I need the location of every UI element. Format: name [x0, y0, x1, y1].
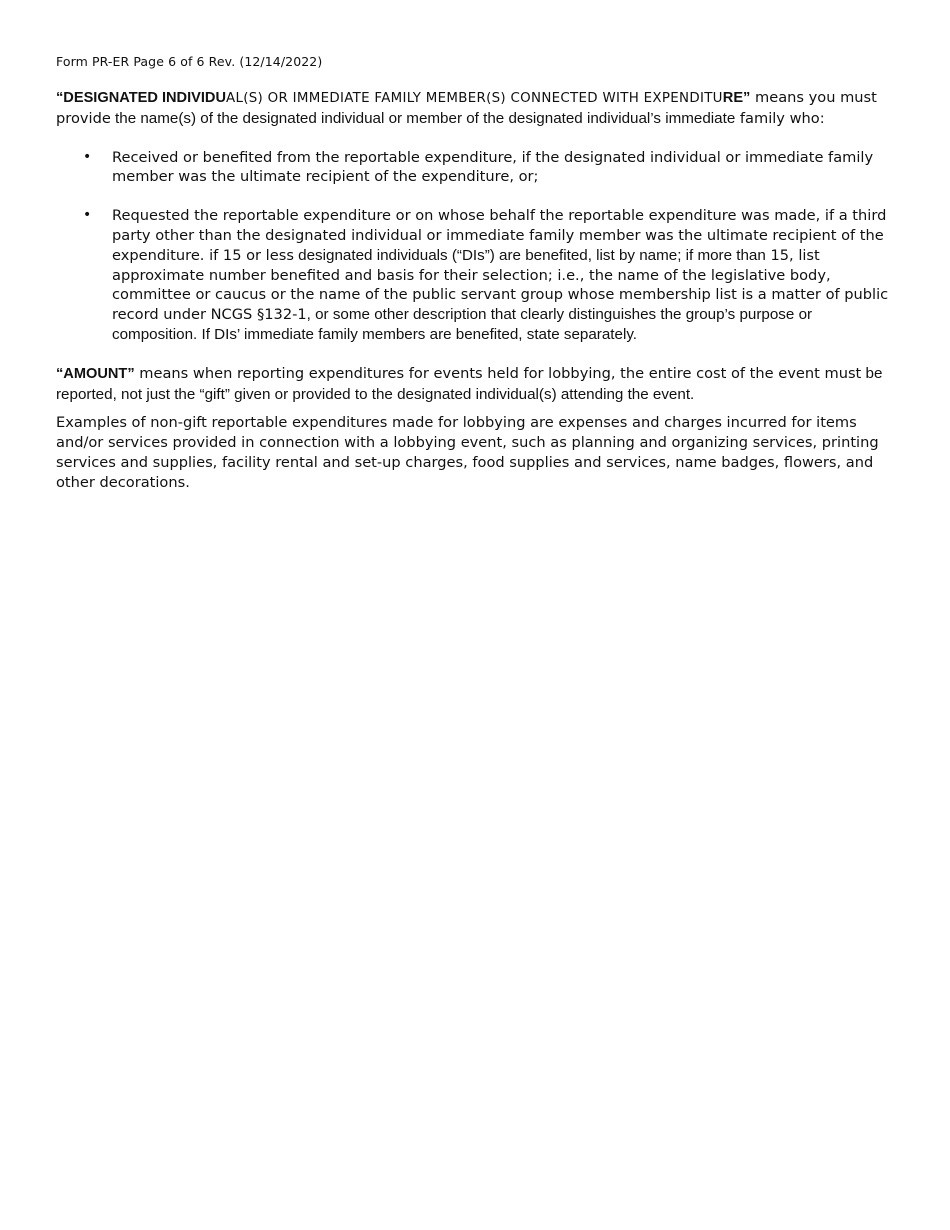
list-item-text: Received or benefited from the reportable expenditure, if the designated individual or immediate family member was the ultimate recipient of the expenditure, or;	[112, 148, 874, 186]
bullet-icon: •	[83, 148, 92, 165]
bullet-icon: •	[83, 207, 92, 224]
designated-definition	[56, 88, 890, 129]
designated-intro-end: family who:	[735, 109, 825, 127]
designated-intro-middle: the name(s) of the designated individual or member of the designated individual’s immediate	[110, 109, 736, 127]
document-page	[56, 54, 890, 493]
designated-term-bold-start: “DESIGNATED INDIVIDU	[56, 90, 227, 106]
list-item-text-end: , or some other description that clearly distinguishes the group’s purpose or composition. If DIs’ immediate family members are benefited, state separately.	[112, 306, 813, 343]
form-header: Form PR-ER Page 6 of 6 Rev. (12/14/2022)	[56, 54, 323, 69]
amount-text-end: be reported, not just the “gift” given or provided to the designated individual(s) attending the event.	[56, 364, 883, 403]
designated-intro-start: means you must provide	[56, 89, 877, 127]
examples-paragraph: Examples of non-gift reportable expenditures made for lobbying are expenses and charges incurred for items and/or services provided in connection with a lobbying event, such as planning and organizing services, printing services and supplies, facility rental and set-up charges, food supplies and services, name badges, flowers, and other decorations.	[56, 414, 879, 491]
list-item-text-benefited: designated individuals (“DIs”) are benefited, list by name; if more than	[293, 246, 766, 264]
designated-criteria-list	[56, 148, 890, 345]
list-item-text-selection: 15, list approximate number benefited and basis for their selection; i.e., the name of the legislative body, committee or caucus or the name of the public servant group whose membership list is a matter of public record under NCGS §132-1	[112, 246, 889, 324]
designated-term-caps: AL(S) OR IMMEDIATE FAMILY MEMBER(S) CONNECTED WITH EXPENDITU	[226, 91, 723, 106]
list-item	[56, 148, 890, 188]
list-item	[56, 206, 890, 345]
designated-term-bold-end: RE”	[722, 90, 751, 106]
amount-definition	[56, 364, 890, 405]
list-item-text-start: Requested the reportable expenditure or on whose behalf the reportable expenditure was made, if a third party other than the designated individual or immediate family member was the ultimate recipient of the expenditure. if 15 or less	[112, 207, 887, 264]
amount-text-start: means when reporting expenditures for events held for lobbying, the entire cost of the event must	[134, 364, 862, 382]
amount-term: “AMOUNT”	[56, 365, 135, 382]
